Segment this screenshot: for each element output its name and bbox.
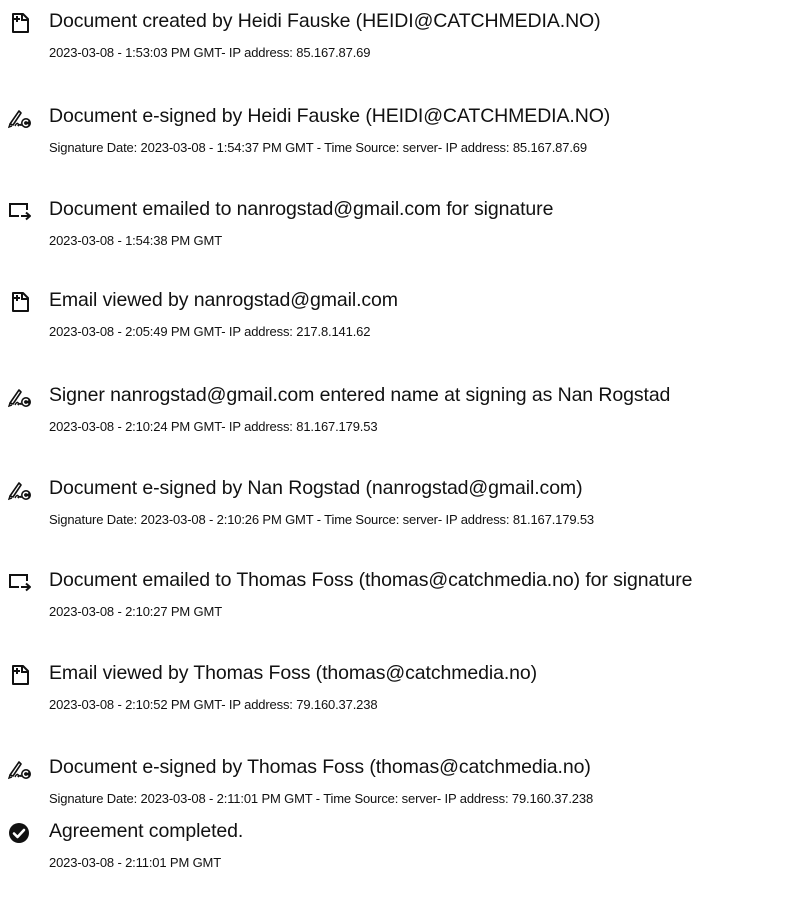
email-sent-icon [8,200,32,222]
audit-event [0,382,795,452]
event-title: Document created by Heidi Fauske (HEIDI@CATCHMEDIA.NO) [49,10,601,32]
audit-event [0,660,795,730]
event-title: Document e-signed by Nan Rogstad (nanrogstad@gmail.com) [49,477,583,499]
event-detail: 2023-03-08 - 2:05:49 PM GMT- IP address: 217.8.141.62 [49,324,371,339]
audit-event [0,103,795,173]
email-viewed-icon [8,664,32,686]
event-detail: 2023-03-08 - 1:53:03 PM GMT- IP address: 85.167.87.69 [49,45,371,60]
audit-event [0,8,795,78]
esign-icon [8,479,32,501]
event-detail: Signature Date: 2023-03-08 - 2:10:26 PM GMT - Time Source: server- IP address: 81.167.179.53 [49,512,595,527]
event-title: Document e-signed by Thomas Foss (thomas@catchmedia.no) [49,756,591,778]
event-title: Email viewed by nanrogstad@gmail.com [49,289,398,311]
audit-event [0,567,795,637]
event-detail: Signature Date: 2023-03-08 - 1:54:37 PM GMT - Time Source: server- IP address: 85.167.87.69 [49,140,587,155]
event-detail: 2023-03-08 - 1:54:38 PM GMT [49,233,222,248]
event-title: Agreement completed. [49,820,244,842]
document-created-icon [8,12,32,34]
event-title: Document emailed to nanrogstad@gmail.com for signature [49,198,554,220]
event-detail: 2023-03-08 - 2:11:01 PM GMT [49,855,222,870]
event-detail: 2023-03-08 - 2:10:24 PM GMT- IP address: 81.167.179.53 [49,419,378,434]
esign-icon [8,758,32,780]
esign-icon [8,107,32,129]
event-title: Signer nanrogstad@gmail.com entered name at signing as Nan Rogstad [49,384,671,406]
event-title: Email viewed by Thomas Foss (thomas@catchmedia.no) [49,662,538,684]
audit-event [0,196,795,266]
audit-event [0,287,795,357]
event-detail: 2023-03-08 - 2:10:27 PM GMT [49,604,222,619]
esign-icon [8,386,32,408]
audit-event [0,475,795,545]
audit-event [0,818,795,888]
event-detail: Signature Date: 2023-03-08 - 2:11:01 PM GMT - Time Source: server- IP address: 79.160.37.238 [49,791,594,806]
event-title: Document e-signed by Heidi Fauske (HEIDI@CATCHMEDIA.NO) [49,105,611,127]
event-detail: 2023-03-08 - 2:10:52 PM GMT- IP address: 79.160.37.238 [49,697,378,712]
checkmark-circle-icon [8,822,32,844]
audit-event [0,754,795,824]
email-sent-icon [8,571,32,593]
event-title: Document emailed to Thomas Foss (thomas@catchmedia.no) for signature [49,569,693,591]
email-viewed-icon [8,291,32,313]
